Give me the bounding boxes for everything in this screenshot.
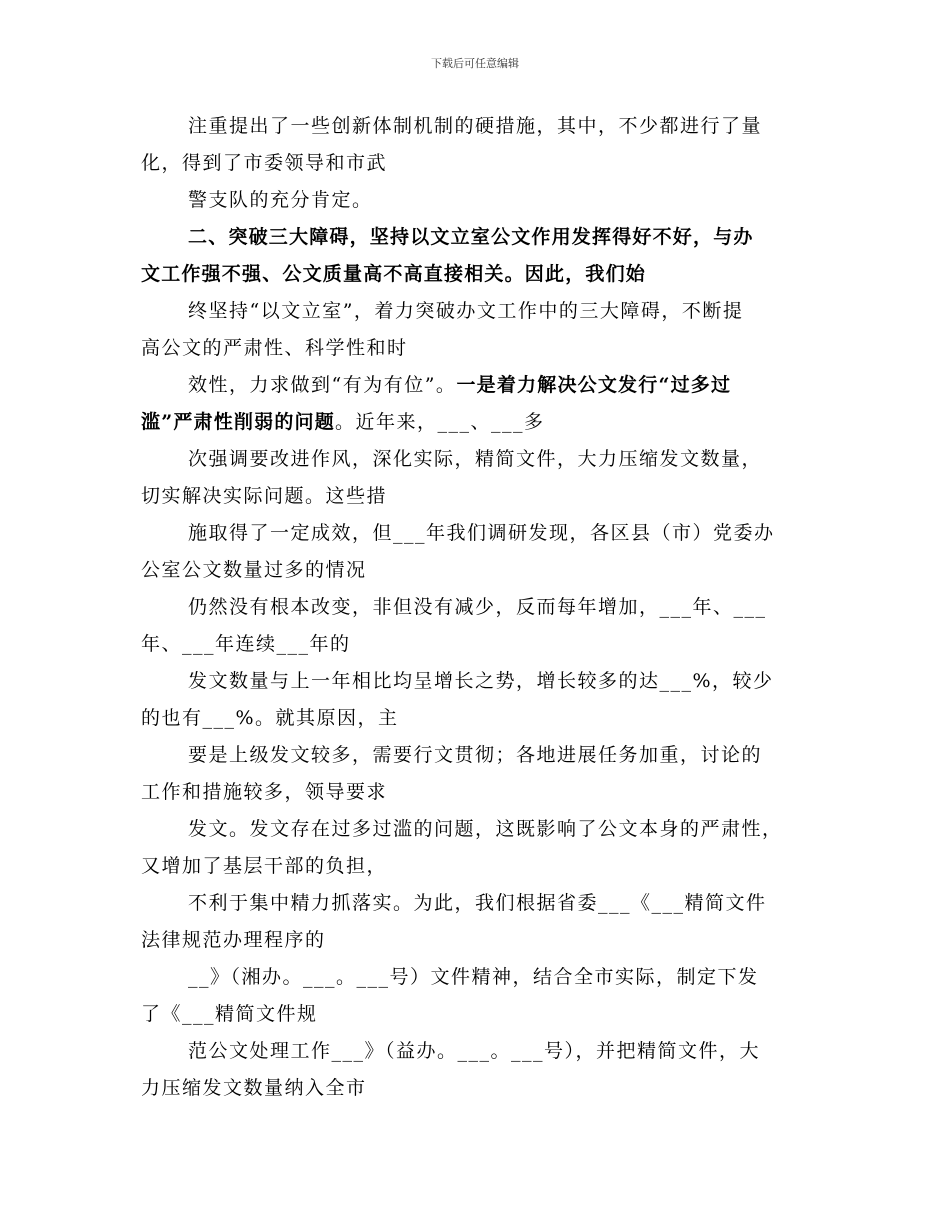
text-line: [141, 848, 831, 885]
page-header: 下载后可任意编辑: [431, 57, 519, 70]
line-text: 又增加了基层干部的负担，: [141, 855, 388, 877]
section-heading-line: [141, 219, 831, 256]
text-line: [141, 552, 831, 589]
text-line: [141, 589, 831, 626]
text-line: [141, 885, 831, 922]
section-heading-line: [141, 256, 831, 293]
line-text: 发文数量与上一年相比均呈增长之势，增长较多的达___%，较少: [188, 670, 774, 692]
line-text: 力压缩发文数量纳入全市: [141, 1077, 367, 1099]
line-text: 了《___精简文件规: [141, 1003, 318, 1025]
text-line: [141, 404, 831, 441]
line-text: 终坚持“以文立室”，着力突破办文工作中的三大障碍，不断提: [188, 300, 744, 322]
text-line: [141, 737, 831, 774]
text-line: [141, 1070, 831, 1107]
line-text: 注重提出了一些创新体制机制的硬措施，其中，不少都进行了量: [188, 115, 763, 137]
line-text: 施取得了一定成效，但___年我们调研发现，各区县（市）党委办: [188, 522, 775, 544]
text-line: [141, 478, 831, 515]
line-text: 公室公文数量过多的情况: [141, 559, 367, 581]
text-line: [141, 108, 831, 145]
text-line: [141, 330, 831, 367]
text-line: [141, 996, 831, 1033]
line-text: 切实解决实际问题。这些措: [141, 485, 388, 507]
text-line: [141, 367, 831, 404]
text-line: [141, 441, 831, 478]
line-text: 范公文处理工作___》（益办。___。___号），并把精简文件，大: [188, 1040, 761, 1062]
line-text: 年、___年连续___年的: [141, 633, 351, 655]
text-line: [141, 515, 831, 552]
text-line: [141, 145, 831, 182]
line-text: 化，得到了市委领导和市武: [141, 152, 388, 174]
line-text: 。近年来，___、___多: [334, 411, 545, 433]
line-text: __》（湘办。___。___号）文件精神，结合全市实际，制定下发: [188, 966, 759, 988]
text-line: [141, 663, 831, 700]
line-text: 法律规范办理程序的: [141, 929, 326, 951]
bold-text: 滥”严肃性削弱的问题: [141, 411, 335, 433]
text-line: [141, 626, 831, 663]
text-line: [141, 774, 831, 811]
line-text: 要是上级发文较多，需要行文贯彻；各地进展任务加重，讨论的: [188, 744, 763, 766]
text-line: [141, 811, 831, 848]
bold-text: 一是着力解决公文发行“过多过: [456, 374, 732, 396]
line-text: 仍然没有根本改变，非但没有减少，反而每年增加，___年、___: [188, 596, 767, 618]
text-line: [141, 922, 831, 959]
heading-text: 文工作强不强、公文质量高不高直接相关。因此，我们始: [141, 263, 647, 285]
text-line: [141, 700, 831, 737]
line-text: 高公文的严肃性、科学性和时: [141, 337, 408, 359]
text-line: [141, 1033, 831, 1070]
line-text: 不利于集中精力抓落实。为此，我们根据省委___《___精简文件: [188, 892, 767, 914]
line-text: 的也有___%。就其原因，主: [141, 707, 399, 729]
text-line: [141, 293, 831, 330]
line-text: 工作和措施较多，领导要求: [141, 781, 388, 803]
document-body: [141, 108, 831, 1107]
line-text: 发文。发文存在过多过滥的问题，这既影响了公文本身的严肃性，: [188, 818, 783, 840]
line-text: 警支队的充分肯定。: [188, 189, 373, 211]
line-text: 效性，力求做到“有为有位”。: [188, 374, 457, 396]
line-text: 次强调要改进作风，深化实际，精简文件，大力压缩发文数量，: [188, 448, 763, 470]
text-line: [141, 182, 831, 219]
heading-text: 二、突破三大障碍，坚持以文立室公文作用发挥得好不好，与办: [188, 226, 754, 248]
text-line: [141, 959, 831, 996]
